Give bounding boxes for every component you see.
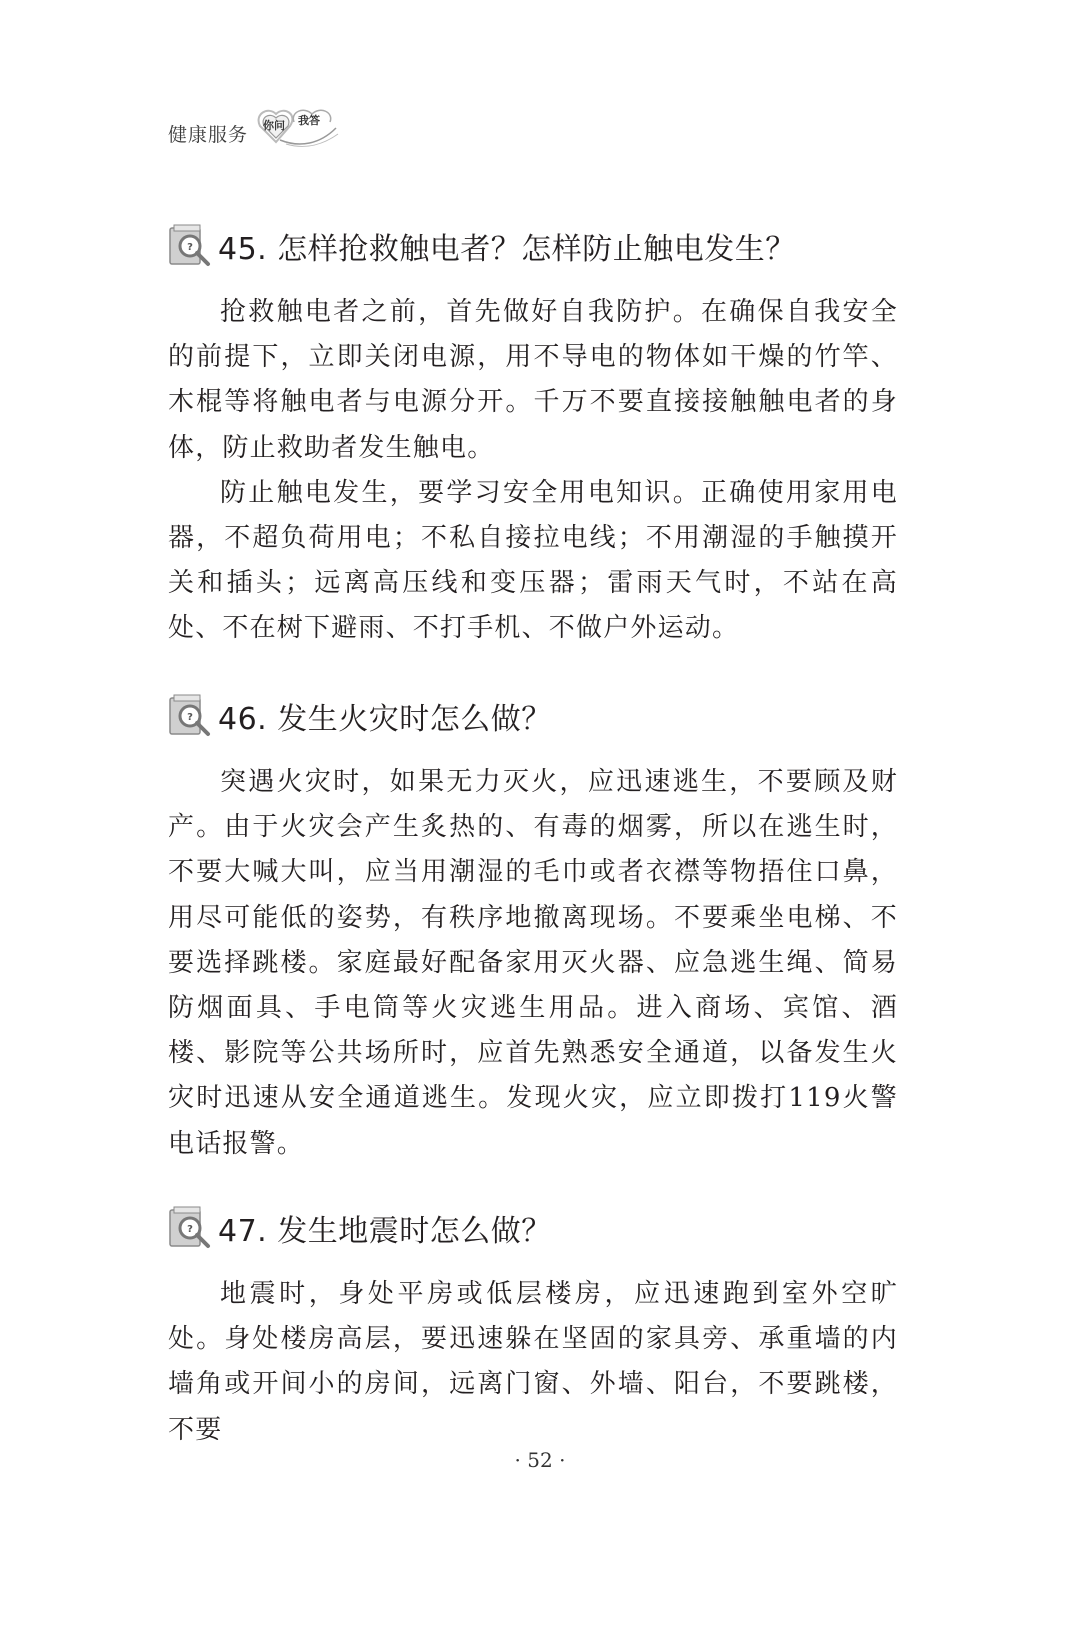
heart-logo (250, 104, 340, 150)
section-body (168, 1272, 898, 1453)
svg-text:?: ? (187, 242, 193, 253)
section-title: 45. 怎样抢救触电者？怎样防止触电发生？ (218, 232, 796, 267)
svg-text:?: ? (187, 1224, 193, 1235)
section-body (168, 290, 898, 652)
question-magnifier-icon (168, 224, 214, 268)
page-number: · 52 · (514, 1448, 566, 1472)
section-heading (168, 1204, 898, 1252)
section-45 (168, 222, 898, 652)
running-header (168, 104, 340, 150)
paragraph: 突遇火灾时，如果无力灭火，应迅速逃生，不要顾及财产。由于火灾会产生炙热的、有毒的烟雾，所以在逃生时，不要大喊大叫，应当用潮湿的毛巾或者衣襟等物捂住口鼻，用尽可能低的姿势，有秩序地撤离现场。不要乘坐电梯、不要选择跳楼。家庭最好配备家用灭火器、应急逃生绳、简易防烟面具、手电筒等火灾逃生用品。进入商场、宾馆、酒楼、影院等公共场所时，应首先熟悉安全通道，以备发生火灾时迅速从安全通道逃生。发现火灾，应立即拨打119火警电话报警。 (168, 767, 898, 1159)
section-title: 47. 发生地震时怎么做？ (218, 1214, 552, 1249)
section-heading (168, 692, 898, 740)
logo-answer-text: 我答 (298, 114, 321, 127)
question-magnifier-icon (168, 694, 214, 738)
paragraph: 防止触电发生，要学习安全用电知识。正确使用家用电器，不超负荷用电；不私自接拉电线；不用潮湿的手触摸开关和插头；远离高压线和变压器；雷雨天气时，不站在高处、不在树下避雨、不打手机、不做户外运动。 (168, 477, 898, 644)
section-46 (168, 692, 898, 1167)
paragraph: 地震时，身处平房或低层楼房，应迅速跑到室外空旷处。身处楼房高层，要迅速躲在坚固的家具旁、承重墙的内墙角或开间小的房间，远离门窗、外墙、阳台，不要跳楼，不要 (168, 1279, 898, 1445)
paragraph: 抢救触电者之前，首先做好自我防护。在确保自我安全的前提下，立即关闭电源，用不导电的物体如干燥的竹竿、木棍等将触电者与电源分开。千万不要直接接触触电者的身体，防止救助者发生触电。 (168, 297, 898, 463)
section-heading (168, 222, 898, 270)
question-magnifier-icon (168, 1206, 214, 1250)
section-body (168, 760, 898, 1167)
section-47 (168, 1204, 898, 1453)
svg-text:?: ? (187, 712, 193, 723)
header-title: 健康服务 (168, 123, 249, 146)
logo-ask-text: 你问 (263, 119, 286, 132)
section-title: 46. 发生火灾时怎么做？ (218, 702, 552, 737)
